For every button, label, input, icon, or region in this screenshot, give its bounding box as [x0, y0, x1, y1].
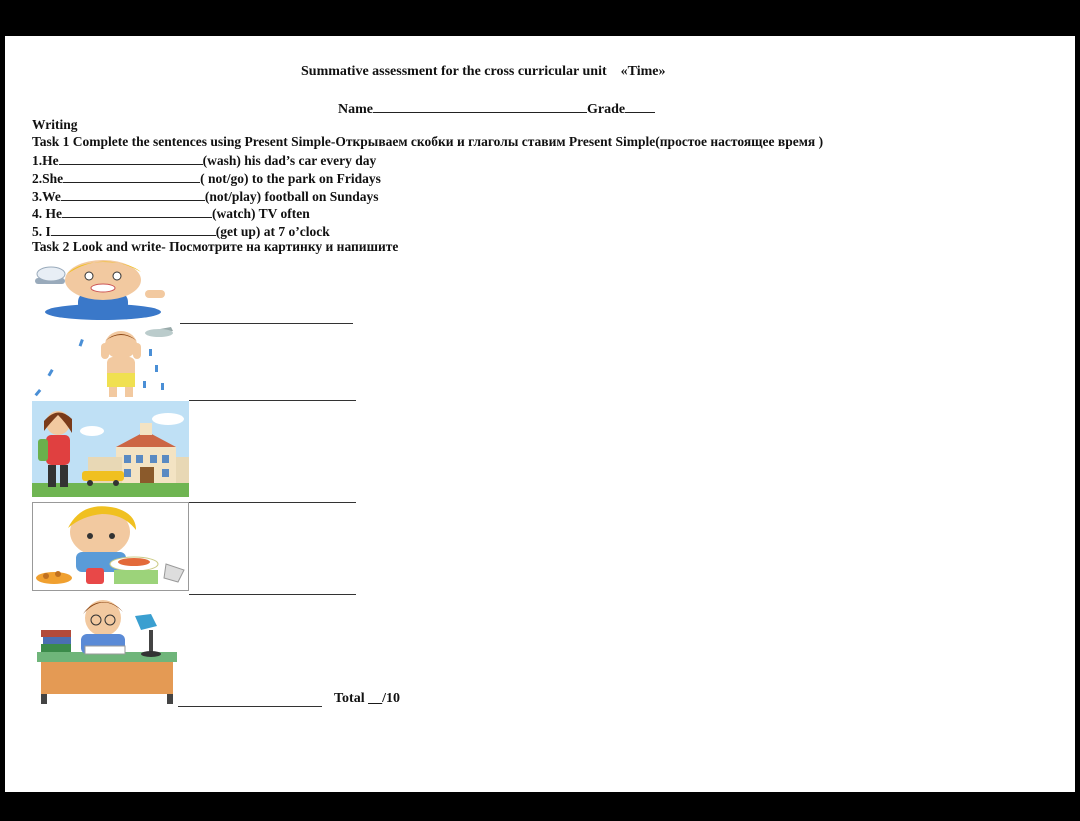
answer-blank[interactable] — [62, 205, 212, 218]
task2-answer-line-4[interactable] — [189, 594, 356, 595]
boy-showering-icon — [31, 323, 191, 401]
task1-item-4: 4. He (watch) TV often — [32, 206, 310, 221]
unit-name: «Time» — [620, 64, 666, 79]
task1-item-1: 1.He (wash) his dad’s car every day — [32, 153, 377, 168]
task1-item-3: 3.We (not/play) football on Sundays — [32, 189, 379, 204]
boy-eating-breakfast-icon — [32, 502, 189, 591]
task2-answer-line-5[interactable] — [178, 706, 322, 707]
name-label: Name — [338, 102, 373, 117]
answer-blank[interactable] — [63, 170, 200, 183]
task2-instruction: Task 2 Look and write- Посмотрите на картинку и напишите — [32, 239, 399, 254]
task2-answer-line-3[interactable] — [189, 502, 356, 503]
answer-blank[interactable] — [61, 188, 205, 201]
girl-going-to-school-icon — [32, 401, 189, 497]
boy-doing-homework-icon — [31, 594, 179, 706]
task2-answer-line-2[interactable] — [189, 400, 356, 401]
task1-instruction: Task 1 Complete the sentences using Present Simple-Открываем скобки и глаголы ставим Present Simple(простое настоящее время ) — [32, 134, 824, 149]
grade-blank[interactable] — [625, 100, 655, 113]
worksheet-page — [5, 36, 1075, 792]
answer-blank[interactable] — [59, 152, 203, 165]
answer-blank[interactable] — [51, 223, 216, 236]
worksheet-title: Summative assessment for the cross curricular unit «Time» — [301, 64, 666, 79]
name-blank[interactable] — [373, 100, 587, 113]
task1-item-2: 2.She ( not/go) to the park on Fridays — [32, 171, 381, 186]
name-grade-line — [338, 100, 655, 117]
task1-item-5: 5. I (get up) at 7 o’clock — [32, 224, 330, 239]
boy-brushing-teeth-icon — [33, 256, 173, 322]
grade-label: Grade — [587, 102, 626, 117]
task2-answer-line-1[interactable] — [180, 323, 353, 324]
section-writing: Writing — [32, 117, 78, 132]
total-score: Total __/10 — [334, 691, 400, 706]
